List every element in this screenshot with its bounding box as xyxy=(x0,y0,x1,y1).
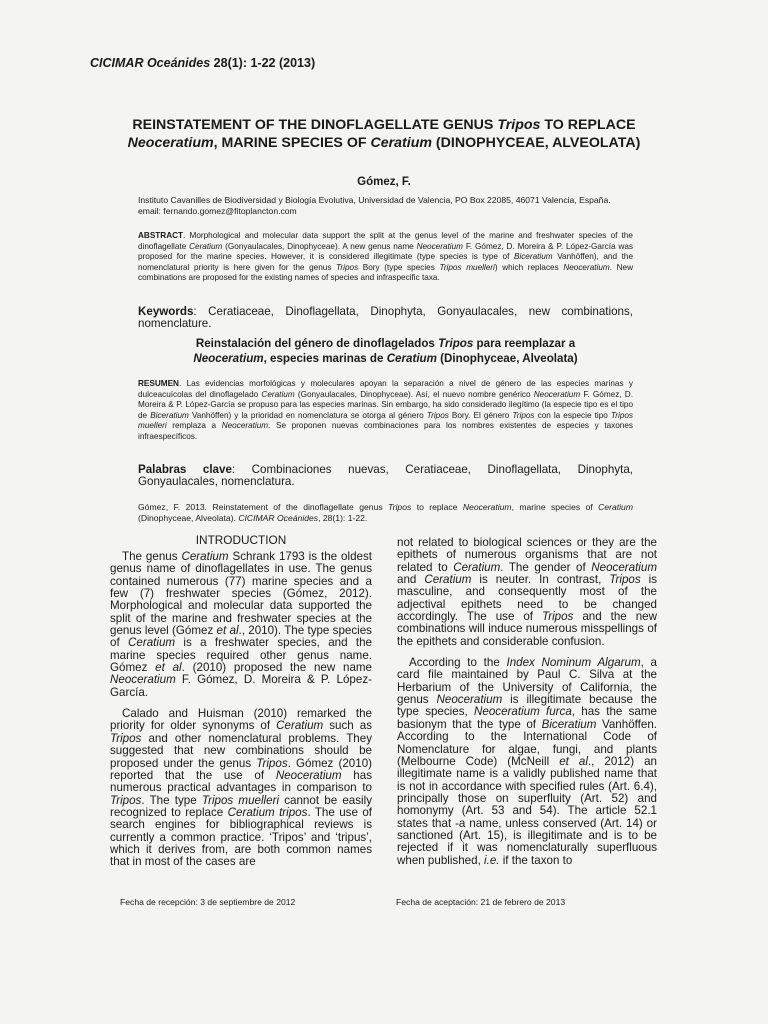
author: Gómez, F. xyxy=(357,176,411,188)
citation: Gómez, F. 2013. Reinstatement of the dinoflagellate genus Tripos to replace Neoceratium, marine species of Ceratium (Dinophyceae, Alveolata). CICIMAR Oceánides, 28(1): 1-22. xyxy=(138,502,633,523)
palabras-clave: Palabras clave: Combinaciones nuevas, Ceratiaceae, Dinoflagellata, Dinophyta, Gonyaulacales, nomenclatura. xyxy=(138,463,634,488)
spanish-title: Reinstalación del género de dinoflagelados Tripos para reemplazar a Neoceratium, especies marinas de Ceratium (Dinophyceae, Alveolata) xyxy=(193,337,578,365)
left-column xyxy=(110,551,372,869)
paragraph: The genus Ceratium Schrank 1793 is the oldest genus name of dinoflagellates in use. The genus contained numerous (77) marine species and a few (7) freshwater species (Gómez, 2012). Morphological and molecular data supported the split of the marine and freshwater species at the genus level (Gómez et al., 2010). The type species of Ceratium is a freshwater species, and the marine species required other genus name. Gómez et al. (2010) proposed the new name Neoceratium F. Gómez, D. Moreira & P. López-García. xyxy=(110,550,373,699)
affiliation: Instituto Cavanilles de Biodiversidad y Biología Evolutiva, Universidad de Valencia, PO Box 22085, 46071 Valencia, España. email: fernando.gomez@fitoplancton.com xyxy=(138,195,611,217)
received-date: Fecha de recepción: 3 de septiembre de 2012 xyxy=(120,897,296,907)
article-title: REINSTATEMENT OF THE DINOFLAGELLATE GENUS Tripos TO REPLACE Neoceratium, MARINE SPECIES OF Ceratium (DINOPHYCEAE, ALVEOLATA) xyxy=(127,117,641,151)
section-heading-introduction: INTRODUCTION xyxy=(195,533,287,547)
keywords: Keywords: Ceratiaceae, Dinoflagellata, Dinophyta, Gonyaulacales, new combinations, nomenclature. xyxy=(138,305,633,330)
paragraph: According to the Index Nominum Algarum, a card file maintained by Paul C. Silva at the Herbarium of the University of California, the genus Neoceratium is illegitimate because the type species, Neoceratium furca, has the same basionym that the type of Biceratium Vanhöffen. According to the International Code of Nomenclature for algae, fungi, and plants (Melbourne Code) (McNeill et al., 2012) an illegitimate name is a validly published name that is not in accordance with specified rules (Art. 6.4), principally those on superfluity (Art. 52) and homonymy (Art. 53 and 54). The article 52.1 states that -a name, unless conserved (Art. 14) or sanctioned (Art. 15), is illegitimate and is to be rejected if it was nomenclaturally superfluous when published, i.e. if the taxon to xyxy=(397,656,658,867)
resumen: RESUMEN. Las evidencias morfológicas y moleculares apoyan la separación a nivel de género de las especies marinas y dulceacuícolas del dinoflagelado Ceratium (Gonyaulacales, Dinophyceae). Así, el nuevo nombre genérico Neoceratium F. Gómez, D. Moreira & P. López-García se propuso para las especies marinas. Sin embargo, ha sido considerado ilegítimo (la especie tipo es el tipo de Biceratium Vanhöffen) y la prioridad en nomenclatura se otorga al género Tripos Bory. El género Tripos con la especie tipo Tripos muelleri remplaza a Neoceratium. Se proponen nuevas combinaciones para los nombres existentes de especies y taxones infraespecíficos. xyxy=(138,379,634,441)
abstract: ABSTRACT. Morphological and molecular data support the split at the genus level of the marine and freshwater species of the dinoflagellate Ceratium (Gonyaulacales, Dinophyceae). A new genus name Neoceratium F. Gómez, D. Moreira & P. López-García was proposed for the marine species. However, it is considered illegitimate (type species is type of Biceratium Vanhöffen), and the nomenclatural priority is here given for the genus Tripos Bory (type species Tripos muelleri) which replaces Neoceratium. New combinations are proposed for the existing names of species and infraspecific taxa. xyxy=(138,231,634,283)
paragraph: not related to biological sciences or they are the epithets of numerous organisms that are not related to Ceratium. The gender of Neoceratium and Ceratium is neuter. In contrast, Tripos is masculine, and consequently most of the adjectival epithets need to be changed accordingly. The use of Tripos and the new combinations will induce numerous misspellings of the epithets and considerable confusion. xyxy=(397,536,657,648)
accepted-date: Fecha de aceptación: 21 de febrero de 2013 xyxy=(396,897,566,907)
right-column xyxy=(397,537,657,867)
paragraph: Calado and Huisman (2010) remarked the priority for older synonyms of Ceratium such as Tripos and other nomenclatural problems. They suggested that new combinations should be proposed under the genus Tripos. Gómez (2010) reported that the use of Neoceratium has numerous practical advantages in comparison to Tripos. The type Tripos muelleri cannot be easily recognized to replace Ceratium tripos. The use of search engines for bibliographical reviews is currently a common practice. ‘Tripos’ and ‘tripus’, which it derives from, are both common names that in most of the cases are xyxy=(110,707,373,869)
journal-reference: CICIMAR Oceánides 28(1): 1-22 (2013) xyxy=(90,56,316,70)
